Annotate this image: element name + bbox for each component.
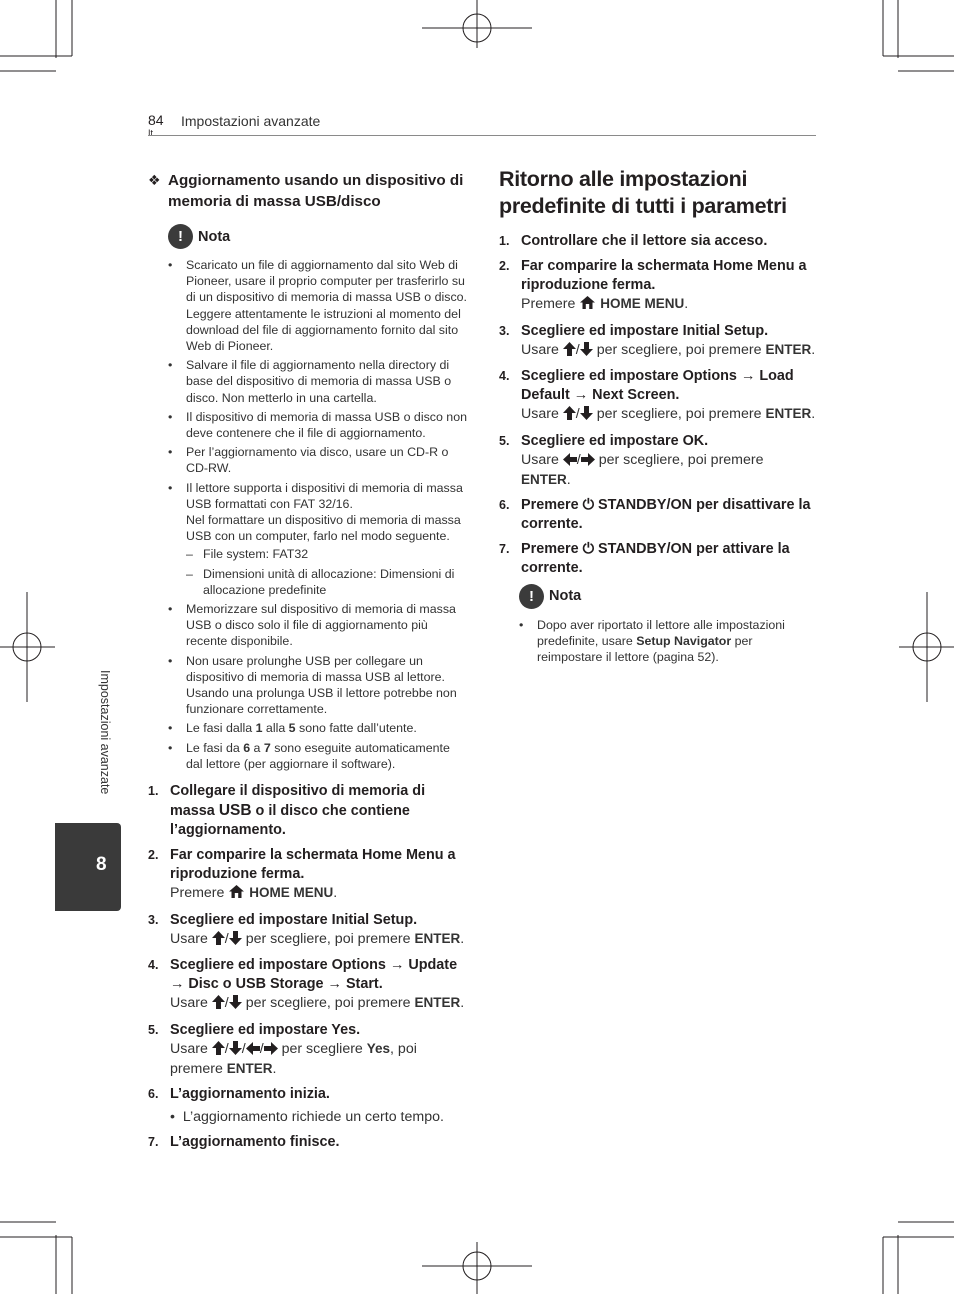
sub-list-item: – File system: FAT32 (186, 546, 468, 562)
step-ref: 5 (288, 721, 296, 736)
step-title: Scegliere ed impostare Initial Setup. (170, 911, 418, 928)
text: sono eseguite automaticamente dal lettore (per aggiornare il software). (186, 740, 450, 771)
step-number: 3. (499, 323, 510, 338)
reset-steps (499, 232, 817, 578)
list-item: • Salvare il file di aggiornamento nella directory di base del dispositivo di memoria di massa USB o disco. Non metterlo in una cartella. (168, 357, 468, 406)
step (499, 496, 817, 534)
list-item (168, 720, 468, 736)
list-item (168, 480, 468, 598)
down-arrow-icon (580, 406, 593, 426)
step-title: Scegliere ed impostare Initial Setup. (521, 322, 769, 339)
list-item (168, 740, 468, 772)
step-number: 1. (499, 234, 510, 248)
step-ref: 1 (255, 721, 263, 736)
chapter-tab (55, 823, 121, 911)
left-arrow-icon (246, 1042, 260, 1061)
up-arrow-icon (563, 406, 576, 426)
note-label: Nota (549, 588, 582, 604)
step-title: Collegare il dispositivo di memoria di massa USB o il disco che contiene l’aggiornamento. (170, 783, 426, 839)
step-desc: Premere HOME MENU. (170, 884, 468, 905)
step-bullet: • L’aggiornamento richiede un certo tempo. (170, 1108, 444, 1125)
text: a (250, 740, 264, 755)
step-number: 1. (148, 784, 159, 799)
step-title: Premere ⏻ STANDBY/ON per disattivare la corrente. (521, 496, 811, 532)
text: alla (262, 721, 289, 736)
up-arrow-icon (212, 931, 225, 951)
step (499, 540, 817, 578)
list-item: • Dopo aver riportato il lettore alle impostazioni predefinite, usare Setup Navigator per reimpostare il lettore (pagina 52). (519, 617, 817, 666)
step-number: 6. (499, 497, 510, 512)
side-section-label: Impostazioni avanzate (98, 670, 112, 795)
step-title: Scegliere ed impostare OK. (521, 432, 709, 449)
text: Le fasi dalla (186, 721, 256, 736)
step-title: Scegliere ed impostare Options → Update → Disc o USB Storage → Start. (170, 957, 458, 993)
step (148, 1021, 468, 1079)
step-number: 4. (499, 369, 510, 383)
step-number: 2. (499, 259, 510, 273)
step (148, 911, 468, 951)
sub-list (186, 546, 468, 598)
section-heading: Ritorno alle impostazioni predefinite di tutti i parametri (499, 167, 787, 218)
right-arrow-icon (581, 453, 595, 472)
step-ref: 6 (243, 740, 251, 755)
step-title: L’aggiornamento inizia. (170, 1085, 330, 1102)
up-arrow-icon (212, 1041, 225, 1061)
language-code: It (148, 128, 154, 138)
list-item-text: Il lettore supporta i dispositivi di memoria di massa USB formattati con FAT 32/16. (186, 480, 463, 511)
down-arrow-icon (580, 342, 593, 362)
step-title: Scegliere ed impostare Options → Load Default → Next Screen. (521, 368, 794, 403)
diamond-icon: ❖ (148, 172, 161, 188)
step-ref: 7 (263, 740, 271, 755)
power-icon: ⏻ (582, 540, 594, 557)
step-desc: Usare / per scegliere, poi premere ENTER. (170, 930, 468, 951)
note-list (148, 257, 468, 772)
step-desc: Usare / / / per scegliere Yes, poi premere ENTER. (170, 1040, 417, 1078)
down-arrow-icon (229, 995, 242, 1015)
text: Le fasi da (186, 740, 244, 755)
step-title: Scegliere ed impostare Yes. (170, 1021, 361, 1038)
step-desc: Premere HOME MENU. (521, 295, 817, 316)
step-title: Far comparire la schermata Home Menu a riproduzione ferma. (170, 847, 456, 883)
right-column (499, 166, 817, 668)
update-steps (148, 782, 468, 1152)
step-number: 6. (148, 1086, 159, 1101)
step (148, 956, 468, 1015)
sub-list-item: – Dimensioni unità di allocazione: Dimensioni di allocazione predefinite (186, 566, 468, 598)
note-label: Nota (198, 228, 231, 245)
header-rule (148, 135, 816, 136)
up-arrow-icon (212, 995, 225, 1015)
subheading-text: Aggiornamento usando un dispositivo di memoria di massa USB/disco (168, 172, 464, 210)
step-desc: Usare / per scegliere, poi premere ENTER. (521, 451, 764, 488)
step (148, 1085, 468, 1127)
step-number: 3. (148, 912, 159, 927)
step (499, 432, 817, 490)
step-number: 5. (148, 1022, 159, 1037)
text: sono fatte dall’utente. (295, 721, 417, 736)
list-item: • Per l’aggiornamento via disco, usare un CD-R o CD-RW. (168, 444, 468, 476)
step-title: Premere ⏻ STANDBY/ON per attivare la corrente. (521, 540, 790, 576)
step (499, 322, 817, 362)
step-number: 4. (148, 958, 159, 973)
step (148, 846, 468, 905)
left-arrow-icon (563, 453, 577, 472)
step (499, 257, 817, 316)
note-header (168, 224, 468, 249)
note-header (519, 584, 817, 609)
step (499, 232, 817, 251)
step-title: Controllare che il lettore sia acceso. (521, 233, 768, 249)
step (148, 782, 468, 840)
running-header: Impostazioni avanzate (181, 113, 321, 129)
warning-icon: ! (519, 584, 544, 609)
step-title: Far comparire la schermata Home Menu a riproduzione ferma. (521, 258, 807, 293)
right-arrow-icon (264, 1042, 278, 1061)
step-number: 2. (148, 848, 159, 863)
step-desc: Usare / per scegliere, poi premere ENTER. (521, 341, 817, 362)
step-number: 7. (148, 1134, 159, 1149)
home-icon (579, 295, 596, 316)
up-arrow-icon (563, 342, 576, 362)
step-number: 7. (499, 541, 510, 556)
list-item: • Scaricato un file di aggiornamento dal sito Web di Pioneer, usare il proprio computer per trasferirlo su di un dispositivo di memoria di massa USB o disco. Leggere attentamente le istruzioni al momento del download del file di aggiornamento fornito dal sito Web di Pioneer. (168, 257, 468, 354)
list-item: • Non usare prolunghe USB per collegare un dispositivo di memoria di massa USB al lettore. Usando una prolunga USB il lettore potrebbe non funzionare correttamente. (168, 653, 468, 718)
step-desc: Usare / per scegliere, poi premere ENTER. (170, 994, 468, 1015)
down-arrow-icon (229, 1041, 242, 1061)
home-icon (228, 884, 245, 905)
list-item: • Memorizzare sul dispositivo di memoria di massa USB o disco solo il file di aggiornamento più recente disponibile. (168, 601, 468, 650)
left-column (148, 170, 468, 1158)
step (499, 367, 817, 426)
step (148, 1133, 468, 1152)
list-item-text: Nel formattare un dispositivo di memoria di massa USB con un computer, farlo nel modo seguente. (186, 513, 461, 544)
warning-icon: ! (168, 224, 193, 249)
page-number: 84 (148, 112, 164, 128)
note-list (499, 617, 817, 666)
chapter-number: 8 (96, 854, 107, 875)
step-number: 5. (499, 433, 510, 448)
down-arrow-icon (229, 931, 242, 951)
subheading (148, 170, 468, 212)
power-icon: ⏻ (582, 496, 594, 513)
step-title: L’aggiornamento finisce. (170, 1133, 340, 1150)
step-desc: Usare / per scegliere, poi premere ENTER. (521, 405, 817, 426)
list-item: • Il dispositivo di memoria di massa USB o disco non deve contenere che il file di aggiornamento. (168, 409, 468, 441)
